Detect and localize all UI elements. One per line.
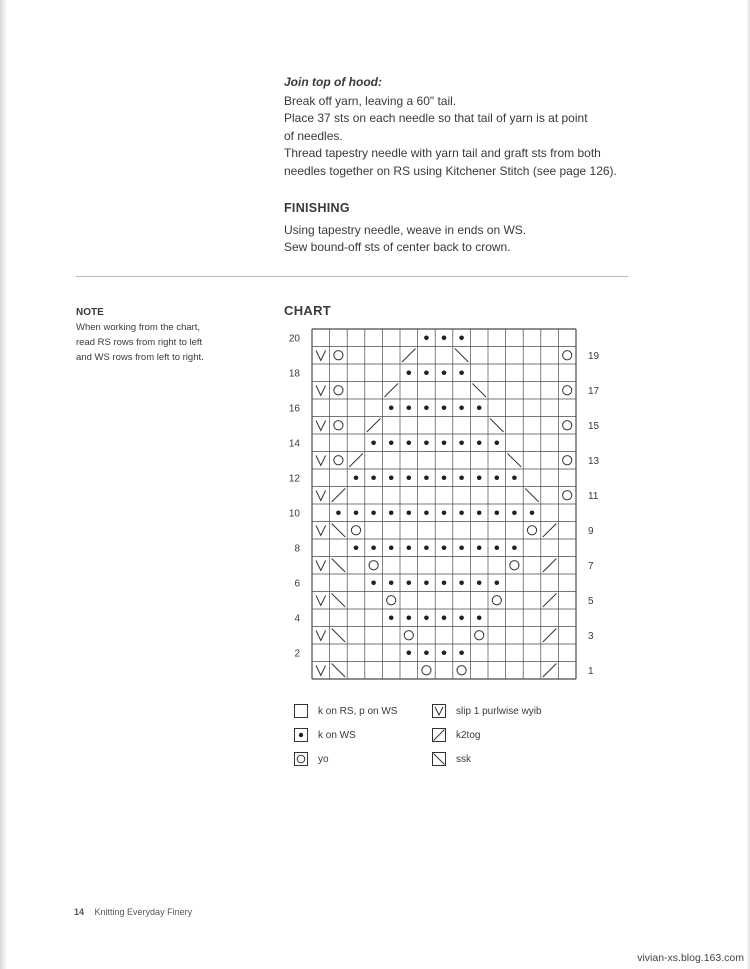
row-label-right: 9: [588, 525, 594, 537]
purl-dot: [424, 440, 429, 445]
purl-dot: [389, 475, 394, 480]
purl-dot: [407, 510, 412, 515]
ssk-symbol-icon: [432, 752, 446, 766]
purl-dot: [407, 580, 412, 585]
purl-dot: [459, 510, 464, 515]
watermark: vivian-xs.blog.163.com: [637, 952, 744, 964]
purl-dot: [477, 475, 482, 480]
purl-dot: [442, 335, 447, 340]
k2tog-mark: [543, 629, 557, 643]
legend-item: [432, 728, 480, 742]
purl-dot: [459, 405, 464, 410]
row-label-right: 5: [588, 595, 594, 607]
join-instructions: [284, 74, 644, 180]
ssk-mark: [455, 349, 469, 363]
purl-dot: [371, 580, 376, 585]
join-subtitle: Join top of hood:: [284, 75, 382, 89]
yo-circle: [563, 491, 572, 500]
purl-dot: [459, 545, 464, 550]
ssk-mark: [332, 594, 346, 608]
purl-dot: [407, 405, 412, 410]
k2tog-mark: [543, 524, 557, 538]
purl-dot: [424, 580, 429, 585]
section-divider: [76, 276, 628, 277]
circle-symbol-icon: [294, 752, 308, 766]
join-line: Thread tapestry needle with yarn tail and graft sts from both: [284, 146, 601, 160]
k2tog-mark: [349, 454, 363, 468]
purl-dot: [477, 405, 482, 410]
purl-dot: [424, 475, 429, 480]
knitting-chart: [270, 322, 630, 692]
yo-circle: [369, 561, 378, 570]
book-title: Knitting Everyday Finery: [94, 907, 193, 917]
purl-dot: [389, 580, 394, 585]
purl-dot: [371, 475, 376, 480]
ssk-mark: [332, 524, 346, 538]
purl-dot: [371, 510, 376, 515]
purl-dot: [495, 545, 500, 550]
dot-symbol-icon: [294, 728, 308, 742]
k2tog-mark: [402, 349, 416, 363]
row-label-left: 10: [288, 508, 300, 520]
row-label-left: 4: [294, 613, 300, 625]
yo-circle: [563, 386, 572, 395]
yo-circle: [563, 456, 572, 465]
purl-dot: [389, 510, 394, 515]
purl-dot: [336, 510, 341, 515]
legend-label: k on RS, p on WS: [318, 705, 398, 717]
purl-dot: [477, 510, 482, 515]
purl-dot: [459, 650, 464, 655]
purl-dot: [459, 580, 464, 585]
ssk-mark: [508, 454, 522, 468]
purl-dot: [459, 335, 464, 340]
yo-circle: [563, 421, 572, 430]
yo-circle: [510, 561, 519, 570]
legend-item: [294, 752, 329, 766]
k2tog-mark: [543, 594, 557, 608]
page-edge-right: [746, 0, 750, 969]
purl-dot: [389, 545, 394, 550]
legend-label: ssk: [456, 753, 471, 765]
legend-item: [432, 704, 542, 718]
row-label-left: 14: [288, 438, 300, 450]
purl-dot: [407, 615, 412, 620]
ssk-mark: [525, 489, 539, 503]
row-label-left: 12: [288, 473, 300, 485]
purl-dot: [495, 440, 500, 445]
slip-mark: [316, 351, 326, 361]
ssk-mark: [472, 384, 486, 398]
note-line: read RS rows from right to left: [76, 337, 203, 348]
row-label-right: 15: [588, 420, 600, 432]
join-line: Place 37 sts on each needle so that tail of yarn is at point: [284, 111, 588, 125]
yo-circle: [457, 666, 466, 675]
purl-dot: [389, 440, 394, 445]
purl-dot: [442, 475, 447, 480]
purl-dot: [442, 545, 447, 550]
yo-circle: [422, 666, 431, 675]
legend-item: [294, 728, 356, 742]
purl-dot: [407, 440, 412, 445]
purl-dot: [512, 475, 517, 480]
purl-dot: [354, 510, 359, 515]
note-line: When working from the chart,: [76, 322, 201, 333]
purl-dot: [442, 580, 447, 585]
purl-dot: [495, 580, 500, 585]
row-label-left: 20: [288, 333, 300, 345]
purl-dot: [407, 545, 412, 550]
k2tog-mark: [543, 559, 557, 573]
k2tog-mark: [367, 419, 381, 433]
row-label-right: 13: [588, 455, 600, 467]
purl-dot: [424, 335, 429, 340]
purl-dot: [442, 615, 447, 620]
row-label-left: 16: [288, 403, 300, 415]
legend-item: [432, 752, 471, 766]
purl-dot: [459, 370, 464, 375]
k2tog-mark: [332, 489, 346, 503]
slip-mark: [316, 456, 326, 466]
yo-circle: [387, 596, 396, 605]
purl-dot: [407, 370, 412, 375]
ssk-mark: [490, 419, 504, 433]
purl-dot: [477, 440, 482, 445]
yo-circle: [334, 421, 343, 430]
purl-dot: [424, 615, 429, 620]
purl-dot: [371, 545, 376, 550]
row-label-left: 6: [294, 578, 300, 590]
purl-dot: [442, 405, 447, 410]
purl-dot: [407, 650, 412, 655]
slip-mark: [316, 491, 326, 501]
page-edge-left: [0, 0, 6, 969]
purl-dot: [477, 580, 482, 585]
purl-dot: [354, 475, 359, 480]
yo-circle: [475, 631, 484, 640]
legend-label: yo: [318, 753, 329, 765]
ssk-mark: [332, 629, 346, 643]
row-label-right: 3: [588, 630, 594, 642]
ssk-mark: [332, 664, 346, 678]
chart-legend: [294, 700, 614, 780]
purl-dot: [424, 545, 429, 550]
yo-circle: [404, 631, 413, 640]
yo-circle: [334, 386, 343, 395]
chart-title: CHART: [284, 303, 331, 318]
purl-dot: [424, 650, 429, 655]
yo-circle: [492, 596, 501, 605]
slip-mark: [316, 561, 326, 571]
row-label-right: 17: [588, 385, 600, 397]
row-label-left: 18: [288, 368, 300, 380]
purl-dot: [424, 405, 429, 410]
page-footer: [74, 907, 192, 917]
yo-circle: [351, 526, 360, 535]
join-line: of needles.: [284, 128, 343, 143]
finishing-line: Sew bound-off sts of center back to crown.: [284, 240, 511, 254]
v-symbol-icon: [432, 704, 446, 718]
note-line: and WS rows from left to right.: [76, 352, 204, 363]
row-label-right: 1: [588, 665, 594, 677]
k2tog-symbol-icon: [432, 728, 446, 742]
purl-dot: [389, 615, 394, 620]
row-label-right: 11: [588, 490, 599, 502]
purl-dot: [512, 545, 517, 550]
k2tog-mark: [543, 664, 557, 678]
page-number: 14: [74, 907, 85, 917]
finishing-section: [284, 200, 526, 257]
purl-dot: [389, 405, 394, 410]
purl-dot: [442, 370, 447, 375]
legend-label: k on WS: [318, 729, 356, 741]
purl-dot: [424, 370, 429, 375]
finishing-line: Using tapestry needle, weave in ends on WS.: [284, 222, 527, 237]
purl-dot: [371, 440, 376, 445]
purl-dot: [407, 475, 412, 480]
purl-dot: [354, 545, 359, 550]
purl-dot: [530, 510, 535, 515]
purl-dot: [477, 545, 482, 550]
purl-dot: [459, 440, 464, 445]
legend-item: [294, 704, 397, 718]
k2tog-mark: [384, 384, 398, 398]
join-line: Break off yarn, leaving a 60" tail.: [284, 93, 457, 108]
purl-dot: [442, 650, 447, 655]
row-label-right: 19: [588, 350, 600, 362]
row-label-right: 7: [588, 560, 594, 572]
purl-dot: [442, 440, 447, 445]
join-line: needles together on RS using Kitchener Stitch (see page 126).: [284, 163, 617, 178]
yo-circle: [334, 456, 343, 465]
legend-label: k2tog: [456, 729, 481, 741]
empty-symbol-icon: [294, 704, 308, 718]
yo-circle: [563, 351, 572, 360]
slip-mark: [316, 596, 326, 606]
purl-dot: [459, 615, 464, 620]
purl-dot: [512, 510, 517, 515]
slip-mark: [316, 421, 326, 431]
purl-dot: [477, 615, 482, 620]
row-label-left: 8: [294, 543, 300, 555]
ssk-mark: [332, 559, 346, 573]
purl-dot: [442, 510, 447, 515]
purl-dot: [495, 510, 500, 515]
note-sidebar: [76, 305, 246, 365]
slip-mark: [316, 666, 326, 676]
yo-circle: [527, 526, 536, 535]
legend-label: slip 1 purlwise wyib: [456, 705, 542, 717]
purl-dot: [495, 475, 500, 480]
purl-dot: [424, 510, 429, 515]
slip-mark: [316, 526, 326, 536]
finishing-heading: FINISHING: [284, 201, 350, 215]
purl-dot: [459, 475, 464, 480]
row-label-left: 2: [294, 648, 300, 660]
note-heading: NOTE: [76, 307, 104, 318]
yo-circle: [334, 351, 343, 360]
slip-mark: [316, 386, 326, 396]
slip-mark: [316, 631, 326, 641]
